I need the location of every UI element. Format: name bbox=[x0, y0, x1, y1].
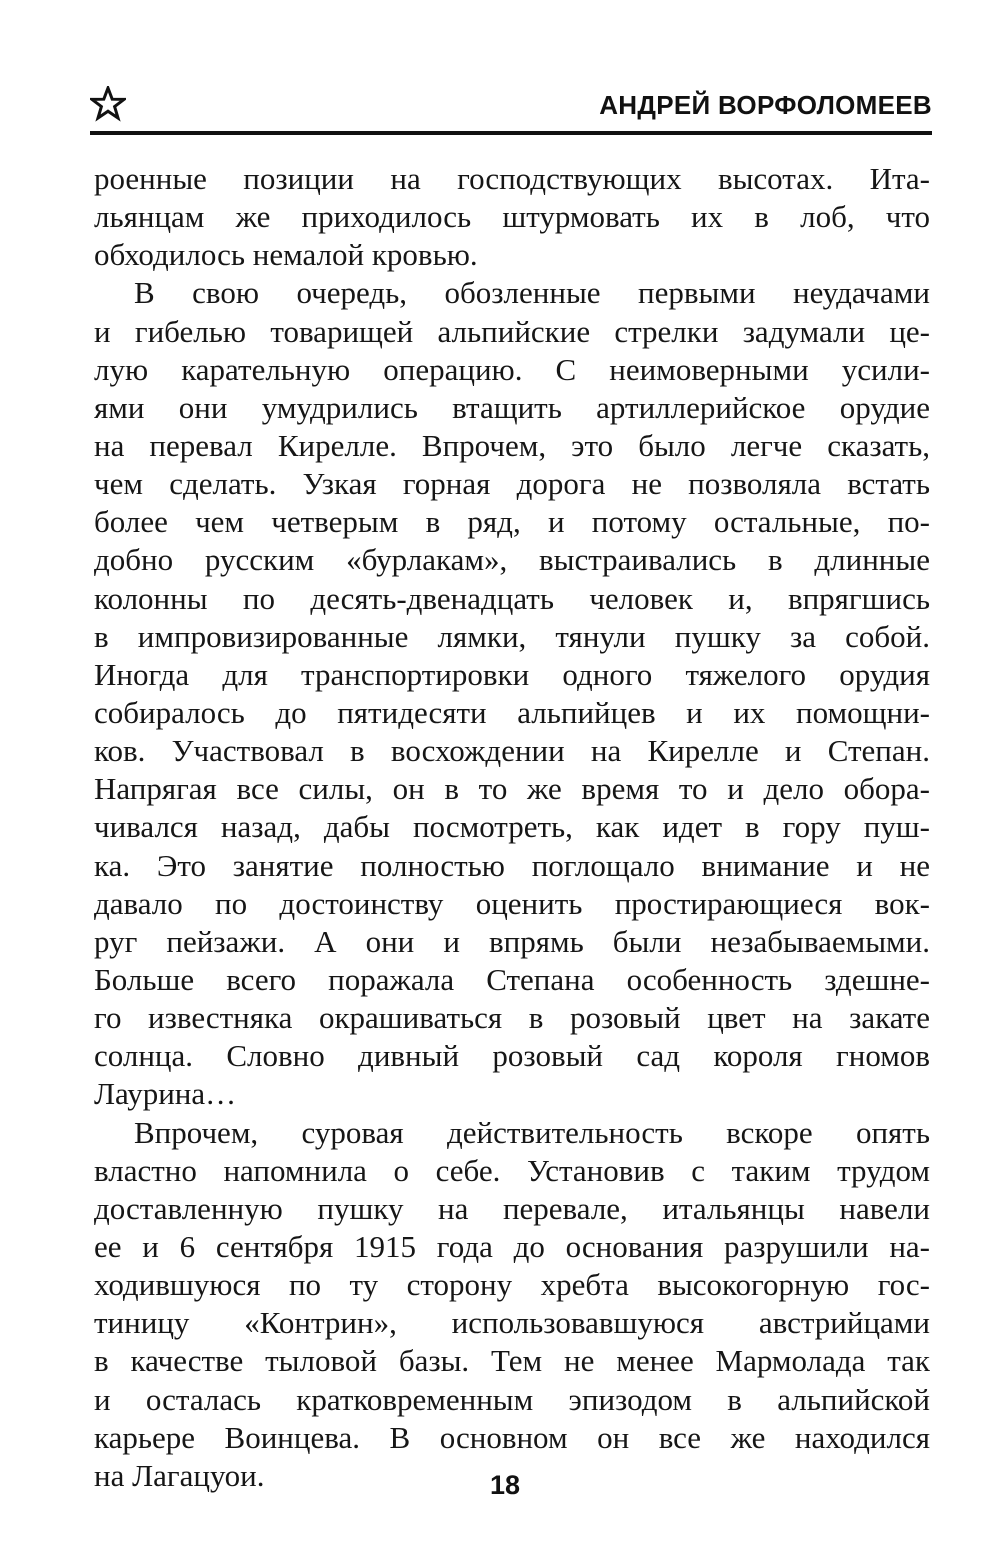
text-line: собиралось до пятидесяти альпийцев и их помощни- bbox=[94, 694, 930, 730]
text-line: колонны по десять-двенадцать человек и, впрягшись bbox=[94, 580, 930, 616]
text-line: на перевал Кирелле. Впрочем, это было легче сказать, bbox=[94, 427, 930, 463]
text-line: ходившуюся по ту сторону хребта высокогорную гос- bbox=[94, 1267, 930, 1303]
star-outline-icon bbox=[90, 86, 126, 122]
text-line: более чем четверым в ряд, и потому остальные, по- bbox=[94, 504, 930, 540]
page-number: 18 bbox=[489, 1470, 521, 1500]
text-line: чивался назад, дабы посмотреть, как идет в гору пуш- bbox=[94, 809, 930, 845]
header-rule bbox=[90, 131, 932, 135]
text-line: ее и 6 сентября 1915 года до основания разрушили на- bbox=[94, 1228, 930, 1264]
text-line: ков. Участвовал в восхождении на Кирелле и Степан. bbox=[94, 733, 930, 769]
text-line: и гибелью товарищей альпийские стрелки задумали це- bbox=[94, 313, 930, 349]
body-text bbox=[94, 160, 930, 1495]
text-line: Впрочем, суровая действительность вскоре опять bbox=[134, 1114, 930, 1150]
text-line: льянцам же приходилось штурмовать их в лоб, что bbox=[94, 199, 930, 235]
text-line: лую карательную операцию. С неимоверными усили- bbox=[94, 351, 930, 387]
text-line: роенные позиции на господствующих высотах. Ита- bbox=[94, 161, 930, 196]
text-line: Лаурина… bbox=[94, 1076, 237, 1112]
text-line: го известняка окрашиваться в розовый цвет на закате bbox=[94, 1000, 930, 1036]
text-line: и осталась кратковременным эпизодом в альпийской bbox=[94, 1381, 930, 1417]
text-line: карьере Воинцева. В основном он все же находился bbox=[94, 1419, 930, 1455]
text-line: В свою очередь, обозленные первыми неудачами bbox=[134, 275, 930, 311]
text-line: обходилось немалой кровью. bbox=[94, 237, 478, 273]
text-line: в импровизированные лямки, тянули пушку за собой. bbox=[94, 618, 930, 654]
text-line: в качестве тыловой базы. Тем не менее Мармолада так bbox=[94, 1343, 930, 1379]
text-line: добно русским «бурлакам», выстраивались в длинные bbox=[94, 542, 930, 578]
text-line: солнца. Словно дивный розовый сад короля гномов bbox=[94, 1038, 930, 1074]
text-line: чем сделать. Узкая горная дорога не позволяла встать bbox=[94, 466, 930, 502]
text-line: давало по достоинству оценить простирающиеся вок- bbox=[94, 885, 930, 921]
text-line: Больше всего поражала Степана особенность здешне- bbox=[94, 961, 930, 997]
text-line: тиницу «Контрин», использовавшуюся австрийцами bbox=[94, 1305, 930, 1341]
text-line: властно напомнила о себе. Установив с таким трудом bbox=[94, 1152, 930, 1188]
text-line: руг пейзажи. А они и впрямь были незабываемыми. bbox=[94, 923, 930, 959]
text-line: доставленную пушку на перевале, итальянцы навели bbox=[94, 1190, 930, 1226]
page-header bbox=[90, 84, 932, 128]
text-line: Иногда для транспортировки одного тяжелого орудия bbox=[94, 656, 930, 692]
text-line: ка. Это занятие полностью поглощало внимание и не bbox=[94, 847, 930, 883]
text-line: на Лагацуои. bbox=[94, 1457, 265, 1493]
running-header-author: АНДРЕЙ ВОРФОЛОМЕЕВ bbox=[599, 90, 932, 120]
text-line: ями они умудрились втащить артиллерийское орудие bbox=[94, 389, 930, 425]
text-line: Напрягая все силы, он в то же время то и дело обора- bbox=[94, 771, 930, 807]
